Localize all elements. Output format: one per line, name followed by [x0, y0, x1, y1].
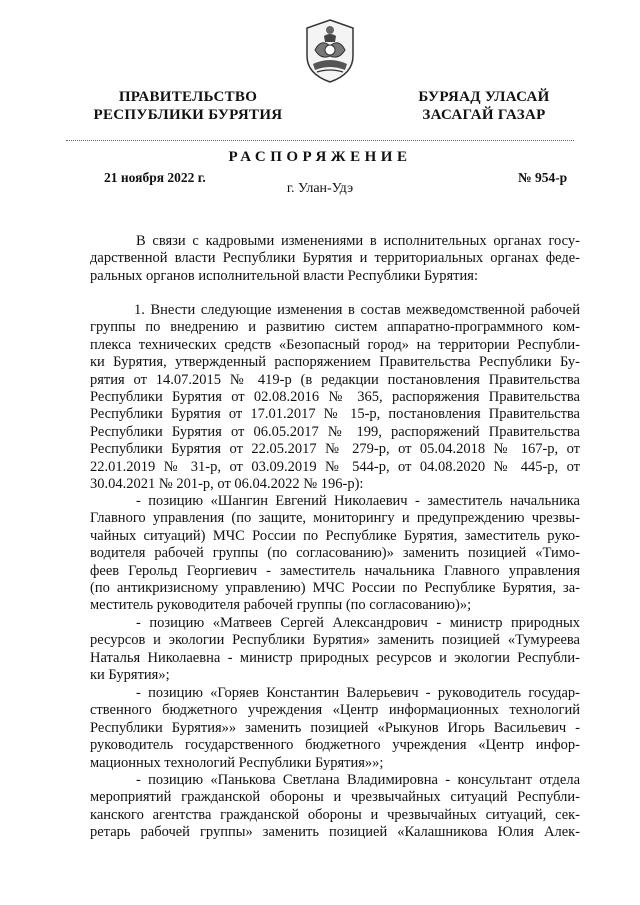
text-line: - позицию «Матвеев Сергей Александрович - министр природных [136, 615, 580, 631]
text-line: меститель руководителя рабочей группы (по согласованию)»; [90, 597, 472, 614]
intro-paragraph [90, 233, 580, 285]
text-line: канского агентства гражданской обороны и чрезвычайных ситуаций, сек- [90, 806, 580, 823]
text-line: Главного управления (по защите, мониторингу и предупреждению чрезвы- [90, 510, 580, 527]
list-item-4 [90, 772, 580, 842]
list-item-2 [90, 615, 580, 685]
text-line: чайных ситуаций) МЧС России по Республике Бурятия, заместитель руко- [90, 527, 580, 544]
header-divider [66, 140, 574, 141]
text-line: ки Бурятия, утвержденный распоряжением Правительства Республики Бу- [90, 354, 580, 371]
paragraph-1 [90, 302, 580, 493]
text-line: ральных органов исполнительной власти Республики Бурятия: [90, 267, 478, 284]
text-line: ки Бурятия»; [90, 667, 170, 684]
document-number: № 954-р [518, 170, 568, 185]
text-line: группы по внедрению и развитию систем аппаратно-программного ком- [90, 319, 580, 336]
text-line: Республики Бурятия от 02.08.2016 № 365, распоряжения Правительства [90, 389, 580, 406]
text-line: плекса технических средств «Безопасный город» на территории Республи- [90, 336, 580, 353]
text-line: Республики Бурятия»» заменить позицией «Рыкунов Игорь Васильевич - [90, 719, 580, 736]
text-line: 22.01.2019 № 31-р, от 03.09.2019 № 544-р, от 04.08.2020 № 445-р, от [90, 458, 580, 475]
text-line: мероприятий гражданской обороны и чрезвычайных ситуаций Республи- [90, 789, 580, 806]
text-line: 30.04.2021 № 201-р, от 06.04.2022 № 196-р): [90, 476, 364, 493]
header-left-line-2: РЕСПУБЛИКИ БУРЯТИЯ [93, 107, 283, 123]
header-left-line-1: ПРАВИТЕЛЬСТВО [118, 89, 258, 105]
document-city: г. Улан-Удэ [286, 181, 354, 196]
text-line: Наталья Николаевна - министр природных ресурсов и экологии Республи- [90, 649, 580, 666]
text-line: - позицию «Шангин Евгений Николаевич - заместитель начальника [136, 493, 580, 509]
text-line: ресурсов и экологии Республики Бурятия» заменить позицией «Тумуреева [90, 632, 580, 649]
list-item-3 [90, 685, 580, 772]
text-line: - позицию «Панькова Светлана Владимировна - консультант отдела [136, 772, 580, 788]
text-line: водителя рабочей группы (по согласованию)» заменить позицией «Тимо- [90, 545, 580, 562]
document-date: 21 ноября 2022 г. [104, 170, 206, 185]
text-line: В связи с кадровыми изменениями в исполнительных органах госу- [136, 233, 580, 249]
text-line: - позицию «Горяев Константин Валерьевич - руководитель государ- [136, 685, 580, 701]
list-item-1 [90, 493, 580, 615]
header-right-line-2: ЗАСАГАЙ ГАЗАР [422, 107, 546, 123]
header-right-line-1: БУРЯАД УЛАСАЙ [418, 89, 550, 105]
text-line: Республики Бурятия от 17.01.2017 № 15-р, постановления Правительства [90, 406, 580, 423]
header-left-block [88, 88, 288, 124]
text-line: рятия от 14.07.2015 № 419-р (в редакции постановления Правительства [90, 371, 580, 388]
text-line: дарственной власти Республики Бурятия и территориальных органах феде- [90, 250, 580, 267]
text-line: Республики Бурятия от 22.05.2017 № 279-р, от 05.04.2018 № 167-р, от [90, 441, 580, 458]
text-line: (по антикризисному управлению) МЧС России по Республике Бурятия, за- [90, 580, 580, 597]
text-line: мационных технологий Республики Бурятия»»; [90, 754, 384, 771]
text-line: ственного бюджетного учреждения «Центр информационных технологий [90, 702, 580, 719]
text-line: 1. Внести следующие изменения в состав межведомственной рабочей [134, 302, 580, 318]
coat-of-arms-emblem [299, 16, 361, 84]
document-type-title: РАСПОРЯЖЕНИЕ [228, 149, 412, 165]
header-right-block [404, 88, 564, 124]
text-line: феев Герольд Георгиевич - заместитель начальника Главного управления [90, 562, 580, 579]
text-line: ретарь рабочей группы» заменить позицией «Калашникова Юлия Алек- [90, 824, 580, 841]
text-line: руководитель государственного бюджетного учреждения «Центр инфор- [90, 737, 580, 754]
text-line: Республики Бурятия от 06.05.2017 № 199, распоряжений Правительства [90, 423, 580, 440]
